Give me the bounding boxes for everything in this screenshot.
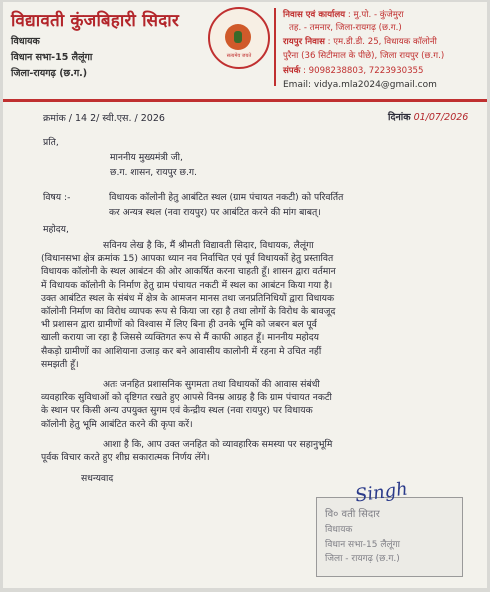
paragraph-line: व्यवहारिक सुविधाओं को दृष्टिगत रखते हुए आपसे विनम्र आग्रह है कि ग्राम पंचायत नकटी (41, 392, 332, 404)
letterhead-page (3, 2, 487, 588)
seal-tree (234, 31, 242, 43)
residence-line-2: तह. - तमनार, जिला-रायगढ़ (छ.ग.) (289, 23, 402, 33)
stamp-name: वि० वती सिदार (325, 509, 380, 520)
seal-text: सत्यमेव जयते (226, 53, 252, 59)
contact-value: : 9098238803, 7223930355 (303, 66, 424, 76)
paragraph-line: (विधानसभा क्षेत्र क्रमांक 15) आपका ध्यान नव निर्वाचित एवं पूर्व विधायकों हेतु प्रस्तावित (41, 253, 334, 265)
prati-label: प्रति, (43, 137, 59, 148)
raipur-value: : एम.डी.डी. 25, विधायक कॉलोनी (327, 37, 437, 47)
date-label: दिनांक (388, 112, 411, 123)
paragraph-line: विधायक कॉलोनी के स्थल आबंटन की ओर आकर्षित करना चाहती हूँ। शासन द्वारा वर्तमान (41, 266, 336, 278)
raipur-line-2: पुरैना (36 सिटीमाल के पीछे), जिला रायपुर (छ.ग.) (283, 51, 445, 61)
subject-line-2: कर अन्यत्र स्थल (नवा रायपुर) पर आबंटित करने की मांग बाबत्। (109, 207, 321, 218)
paragraph-line: खाली कराया जा रहा है जिससे व्यक्तिगत रूप से मैं काफी आहत हूँ। माननीय महोदय (41, 332, 319, 344)
mla-district: जिला-रायगढ़ (छ.ग.) (11, 68, 88, 79)
date-field (388, 110, 468, 123)
date-value: 01/07/2026 (413, 112, 469, 123)
salutation: महोदय, (43, 224, 69, 235)
addressee-line-1: माननीय मुख्यमंत्री जी, (110, 152, 183, 163)
closing: सधन्यवाद (81, 473, 114, 484)
paragraph-line: में विधायक कॉलोनी के निर्माण हेतु ग्राम पंचायत नकटी में स्थल का आबंटन किया गया है। (41, 279, 333, 291)
paragraph-line: भी प्रशासन द्वारा ग्रामीणों को विश्वास में लिए बिना ही उनके भूमि को जबरन बल पूर्व (41, 319, 317, 331)
paragraph-line: आशा है कि, आप उक्त जनहित को व्यावहारिक समस्या पर सहानुभूमि (103, 439, 333, 450)
stamp-designation: विधायक (325, 525, 353, 535)
contact-label: संपर्क (283, 66, 301, 76)
raipur-label: रायपुर निवास (283, 37, 325, 47)
emblem-seal-icon (208, 7, 270, 69)
paragraph-1 (41, 239, 457, 371)
residence-line (283, 8, 404, 20)
reference-number: क्रमांक / 14 2/ स्वी.एस. / 2026 (43, 113, 165, 124)
mla-name: विद्यावती कुंजबिहारी सिदार (11, 11, 179, 31)
header-rule (3, 99, 487, 102)
paragraph-line: के स्थान पर किसी अन्य उपयुक्त सुगम एवं केन्द्रीय स्थल (नवा रायपुर) पर विधायक (41, 405, 313, 417)
header-divider (274, 8, 276, 86)
raipur-line (283, 35, 437, 47)
residence-value: : मु.पो. - कुंजेमुरा (347, 10, 404, 20)
paragraph-2 (41, 378, 457, 431)
paragraph-3 (41, 438, 457, 464)
stamp-constituency: विधान सभा-15 लैलूंगा (325, 540, 400, 550)
stamp-district: जिला - रायगढ़ (छ.ग.) (325, 554, 400, 564)
paragraph-line: सविनय लेख है कि, मैं श्रीमती विद्यावती सिदार, विधायक, लैलूंगा (103, 240, 314, 251)
mla-constituency: विधान सभा-15 लैलूंगा (11, 52, 93, 63)
paragraph-line: कॉलोनी निर्माण का विरोध व्यापक रूप से किया जा रहा है तथा लोगों के विरोध के बावजूद (41, 306, 336, 318)
paragraph-line: अतः जनहित प्रशासनिक सुगमता तथा विधायकों की आवास संबंधी (103, 379, 320, 390)
paragraph-line: समझती हूँ। (41, 358, 79, 370)
mla-designation: विधायक (11, 36, 40, 47)
signature-scrawl: Singh (353, 478, 410, 507)
paragraph-line: सैकड़ो ग्रामीणों का आशियाना उजाड़ कर बने आवासीय कालोनी में रहना मे उचित नहीं (41, 345, 322, 357)
paragraph-line: पूर्वक विचार करते हुए शीघ्र सकारात्मक निर्णय लेंगे। (41, 452, 210, 464)
email-address: Email: vidya.mla2024@gmail.com (283, 80, 437, 90)
subject-label: विषय :- (43, 192, 71, 203)
addressee-line-2: छ.ग. शासन, रायपुर छ.ग. (110, 167, 197, 178)
subject-line-1: विधायक कॉलोनी हेतु आबंटित स्थल (ग्राम पंचायत नकटी) को परिवर्तित (109, 192, 344, 203)
residence-label: निवास एवं कार्यालय (283, 10, 346, 20)
paragraph-line: कॉलोनी हेतु भूमि आबंटित करने की कृपा करें। (41, 418, 193, 430)
paragraph-line: उक्त आबंटित स्थल के संबंध में क्षेत्र के आमजन मानस तथा जनप्रतिनिधियों द्वारा विधायक (41, 292, 335, 304)
